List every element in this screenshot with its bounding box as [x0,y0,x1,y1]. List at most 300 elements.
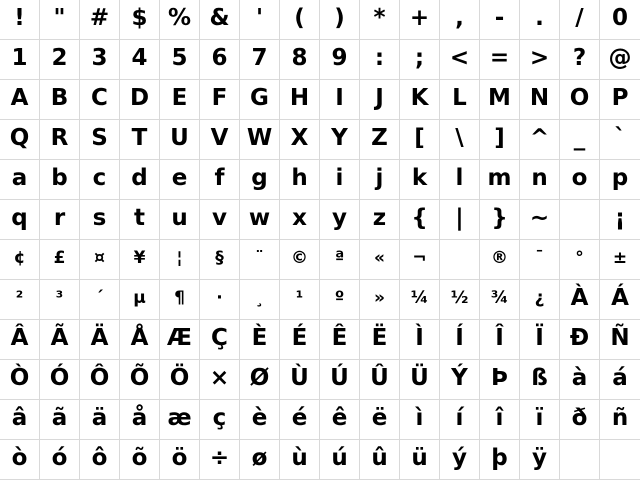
glyph-character: > [529,45,550,71]
glyph-cell[interactable] [160,0,200,40]
glyph-cell[interactable] [160,40,200,80]
glyph-character: = [489,45,510,71]
glyph-cell[interactable] [280,120,320,160]
glyph-cell[interactable] [120,320,160,360]
glyph-character: © [291,248,308,268]
glyph-character: È [251,325,268,351]
glyph-character: ü [411,445,428,471]
glyph-character: ¯ [535,248,544,268]
glyph-character: ð [571,405,588,431]
glyph-cell[interactable] [120,80,160,120]
glyph-character: Õ [129,365,150,391]
glyph-cell[interactable] [0,120,40,160]
glyph-character: ] [494,125,505,151]
glyph-cell[interactable] [240,120,280,160]
glyph-cell[interactable] [0,80,40,120]
glyph-cell[interactable] [120,40,160,80]
glyph-character: û [371,445,388,471]
glyph-cell[interactable] [160,160,200,200]
glyph-cell[interactable] [320,240,360,280]
glyph-cell[interactable] [280,320,320,360]
glyph-cell[interactable] [520,40,560,80]
glyph-cell[interactable] [40,400,80,440]
glyph-character: î [495,405,504,431]
glyph-cell[interactable] [160,400,200,440]
glyph-cell[interactable] [240,400,280,440]
glyph-cell[interactable] [520,360,560,400]
glyph-character: R [50,125,69,151]
glyph-cell[interactable] [480,80,520,120]
glyph-character: l [455,165,464,191]
glyph-character: \ [455,125,464,151]
glyph-cell[interactable] [240,240,280,280]
glyph-character: { [411,205,428,231]
glyph-character: ÷ [209,445,230,471]
glyph-character: ^ [529,125,550,151]
glyph-cell[interactable] [600,0,640,40]
glyph-character: ö [171,445,188,471]
glyph-character: T [131,125,148,151]
glyph-cell[interactable] [360,0,400,40]
glyph-character: ¡ [614,205,626,231]
glyph-cell[interactable] [560,40,600,80]
glyph-cell[interactable] [600,240,640,280]
glyph-character: Þ [491,365,508,391]
glyph-cell[interactable] [120,120,160,160]
glyph-cell[interactable] [80,320,120,360]
glyph-character: d [131,165,148,191]
glyph-cell[interactable] [0,200,40,240]
glyph-cell[interactable] [240,200,280,240]
glyph-character: ³ [55,288,64,308]
glyph-cell[interactable] [600,280,640,320]
glyph-character: í [455,405,464,431]
glyph-cell[interactable] [200,200,240,240]
glyph-cell[interactable] [160,360,200,400]
glyph-cell[interactable] [480,40,520,80]
glyph-character: ù [291,445,308,471]
glyph-cell[interactable] [520,80,560,120]
glyph-cell[interactable] [360,440,400,480]
glyph-cell[interactable] [40,360,80,400]
glyph-cell[interactable] [480,240,520,280]
glyph-cell[interactable] [520,160,560,200]
glyph-cell[interactable] [600,440,640,480]
glyph-cell[interactable] [40,40,80,80]
glyph-cell[interactable] [240,0,280,40]
glyph-cell[interactable] [40,440,80,480]
glyph-character: z [372,205,387,231]
glyph-character: P [611,85,629,111]
glyph-cell[interactable] [440,160,480,200]
glyph-character: C [91,85,108,111]
glyph-character: S [91,125,108,151]
glyph-cell[interactable] [480,440,520,480]
glyph-cell[interactable] [80,280,120,320]
glyph-cell[interactable] [320,200,360,240]
glyph-cell[interactable] [440,320,480,360]
glyph-character: G [250,85,269,111]
glyph-cell[interactable] [360,200,400,240]
glyph-cell[interactable] [240,440,280,480]
glyph-cell[interactable] [440,360,480,400]
glyph-cell[interactable] [600,120,640,160]
glyph-character: 3 [91,45,108,71]
glyph-character: Ä [90,325,109,351]
glyph-cell[interactable] [480,200,520,240]
glyph-cell[interactable] [40,320,80,360]
glyph-character: æ [167,405,192,431]
glyph-cell[interactable] [480,400,520,440]
glyph-cell[interactable] [360,240,400,280]
glyph-cell[interactable] [120,0,160,40]
glyph-character: ó [51,445,68,471]
glyph-cell[interactable] [520,440,560,480]
glyph-character: À [570,285,589,311]
glyph-character: ¹ [295,288,304,308]
glyph-cell[interactable] [600,40,640,80]
glyph-cell[interactable] [400,400,440,440]
glyph-cell[interactable] [80,360,120,400]
glyph-cell[interactable] [200,440,240,480]
glyph-cell[interactable] [120,160,160,200]
glyph-cell[interactable] [80,400,120,440]
glyph-cell[interactable] [160,200,200,240]
glyph-cell[interactable] [440,80,480,120]
glyph-cell[interactable] [320,120,360,160]
glyph-cell[interactable] [600,360,640,400]
glyph-character: ` [614,125,626,151]
glyph-character: - [494,5,505,31]
glyph-cell[interactable] [280,80,320,120]
glyph-character: % [167,5,192,31]
glyph-cell[interactable] [120,360,160,400]
glyph-character: h [291,165,308,191]
glyph-character: A [10,85,29,111]
glyph-character: ¼ [410,288,429,308]
glyph-character: ´ [95,288,104,308]
glyph-cell[interactable] [200,320,240,360]
glyph-character: x [292,205,307,231]
glyph-character: è [251,405,268,431]
glyph-character: á [612,365,628,391]
glyph-character: Ó [49,365,70,391]
glyph-cell[interactable] [400,440,440,480]
glyph-character: ; [414,45,425,71]
glyph-cell[interactable] [0,360,40,400]
glyph-character: g [251,165,268,191]
glyph-character: µ [133,288,146,308]
glyph-cell[interactable] [280,280,320,320]
glyph-character: < [449,45,470,71]
glyph-cell[interactable] [520,200,560,240]
glyph-cell[interactable] [440,0,480,40]
glyph-cell[interactable] [560,80,600,120]
glyph-cell[interactable] [400,280,440,320]
glyph-cell[interactable] [360,400,400,440]
glyph-character: ¢ [13,248,26,268]
glyph-cell[interactable] [200,360,240,400]
glyph-character: W [246,125,273,151]
glyph-character: Y [331,125,348,151]
glyph-cell[interactable] [520,240,560,280]
glyph-cell[interactable] [200,160,240,200]
glyph-character: F [211,85,228,111]
glyph-cell[interactable] [160,80,200,120]
glyph-cell[interactable] [160,240,200,280]
glyph-cell[interactable] [120,200,160,240]
glyph-cell[interactable] [80,200,120,240]
glyph-character: U [170,125,189,151]
glyph-cell[interactable] [400,160,440,200]
glyph-character: ¿ [534,288,545,308]
glyph-character: o [571,165,588,191]
glyph-cell[interactable] [80,440,120,480]
glyph-cell[interactable] [280,440,320,480]
glyph-cell[interactable] [160,280,200,320]
glyph-character: q [11,205,28,231]
glyph-character: ¶ [174,288,185,308]
glyph-character: 4 [131,45,148,71]
glyph-character: » [374,288,385,308]
glyph-cell[interactable] [440,200,480,240]
glyph-cell[interactable] [240,280,280,320]
glyph-character: ã [51,405,68,431]
glyph-cell[interactable] [240,320,280,360]
glyph-cell[interactable] [560,160,600,200]
glyph-cell[interactable] [440,40,480,80]
glyph-cell[interactable] [440,240,480,280]
glyph-character: ê [331,405,348,431]
glyph-cell[interactable] [80,40,120,80]
glyph-cell[interactable] [200,0,240,40]
glyph-cell[interactable] [560,240,600,280]
glyph-character: ' [255,5,264,31]
glyph-character: I [335,85,344,111]
glyph-cell[interactable] [160,320,200,360]
glyph-character: c [92,165,107,191]
glyph-cell[interactable] [240,160,280,200]
glyph-cell[interactable] [0,400,40,440]
glyph-character: ¦ [176,248,183,268]
glyph-character: a [11,165,28,191]
glyph-character: Ý [451,365,468,391]
glyph-cell[interactable] [40,240,80,280]
glyph-character: [ [414,125,425,151]
glyph-cell[interactable] [240,80,280,120]
glyph-cell[interactable] [240,360,280,400]
glyph-cell[interactable] [320,80,360,120]
glyph-character: _ [573,125,586,151]
glyph-cell[interactable] [40,280,80,320]
glyph-cell[interactable] [520,0,560,40]
glyph-cell[interactable] [80,120,120,160]
glyph-cell[interactable] [520,320,560,360]
glyph-cell[interactable] [560,200,600,240]
glyph-cell[interactable] [480,320,520,360]
glyph-cell[interactable] [400,120,440,160]
glyph-cell[interactable] [200,40,240,80]
glyph-character: ² [15,288,24,308]
glyph-character: Ï [535,325,544,351]
glyph-cell[interactable] [360,40,400,80]
glyph-character: Ô [89,365,110,391]
glyph-cell[interactable] [400,80,440,120]
glyph-cell[interactable] [320,360,360,400]
glyph-character: , [455,5,464,31]
glyph-cell[interactable] [600,400,640,440]
glyph-character: j [375,165,384,191]
glyph-character: ç [212,405,227,431]
glyph-cell[interactable] [200,240,240,280]
glyph-character: e [171,165,188,191]
glyph-character: ¤ [94,248,105,268]
glyph-cell[interactable] [600,160,640,200]
glyph-cell[interactable] [40,120,80,160]
glyph-cell[interactable] [320,160,360,200]
glyph-cell[interactable] [0,240,40,280]
glyph-cell[interactable] [0,0,40,40]
glyph-character [456,250,463,267]
glyph-character: ì [415,405,424,431]
glyph-cell[interactable] [520,120,560,160]
glyph-cell[interactable] [0,40,40,80]
glyph-cell[interactable] [480,0,520,40]
glyph-cell[interactable] [200,400,240,440]
glyph-character: Ñ [610,325,630,351]
glyph-cell[interactable] [40,200,80,240]
glyph-cell[interactable] [0,280,40,320]
glyph-cell[interactable] [480,360,520,400]
glyph-cell[interactable] [0,160,40,200]
glyph-cell[interactable] [80,160,120,200]
glyph-cell[interactable] [280,200,320,240]
glyph-cell[interactable] [200,120,240,160]
glyph-cell[interactable] [560,120,600,160]
glyph-cell[interactable] [560,280,600,320]
glyph-cell[interactable] [160,120,200,160]
glyph-cell[interactable] [400,320,440,360]
glyph-cell[interactable] [440,400,480,440]
glyph-cell[interactable] [200,80,240,120]
glyph-cell[interactable] [0,440,40,480]
glyph-character: Ë [371,325,388,351]
glyph-character: Ü [410,365,429,391]
glyph-cell[interactable] [560,0,600,40]
glyph-character: É [291,325,308,351]
glyph-cell[interactable] [320,0,360,40]
glyph-character: · [216,288,223,308]
glyph-cell[interactable] [40,80,80,120]
glyph-cell[interactable] [480,280,520,320]
glyph-character: ( [294,5,305,31]
glyph-cell[interactable] [600,200,640,240]
glyph-cell[interactable] [200,280,240,320]
glyph-cell[interactable] [480,160,520,200]
glyph-cell[interactable] [120,240,160,280]
glyph-character: . [535,5,544,31]
glyph-cell[interactable] [280,360,320,400]
glyph-cell[interactable] [240,40,280,80]
glyph-character: ø [251,445,268,471]
glyph-cell[interactable] [440,280,480,320]
glyph-cell[interactable] [400,240,440,280]
glyph-character: Ê [331,325,348,351]
glyph-cell[interactable] [480,120,520,160]
glyph-character: â [11,405,28,431]
glyph-cell[interactable] [80,80,120,120]
glyph-cell[interactable] [320,400,360,440]
glyph-character: ~ [529,205,550,231]
glyph-cell[interactable] [600,320,640,360]
glyph-cell[interactable] [160,440,200,480]
glyph-cell[interactable] [80,240,120,280]
glyph-cell[interactable] [120,280,160,320]
glyph-cell[interactable] [560,400,600,440]
glyph-character: ý [452,445,467,471]
glyph-cell[interactable] [400,200,440,240]
glyph-cell[interactable] [120,440,160,480]
glyph-cell[interactable] [360,280,400,320]
glyph-cell[interactable] [400,360,440,400]
glyph-cell[interactable] [280,400,320,440]
glyph-cell[interactable] [280,160,320,200]
glyph-cell[interactable] [440,440,480,480]
glyph-character: ¬ [412,248,427,268]
glyph-character: k [411,165,428,191]
glyph-cell[interactable] [520,400,560,440]
glyph-cell[interactable] [520,280,560,320]
glyph-cell[interactable] [40,160,80,200]
glyph-cell[interactable] [400,0,440,40]
glyph-cell[interactable] [40,0,80,40]
glyph-cell[interactable] [320,40,360,80]
glyph-cell[interactable] [320,320,360,360]
glyph-cell[interactable] [560,320,600,360]
glyph-cell[interactable] [320,440,360,480]
glyph-character: Ö [169,365,190,391]
glyph-cell[interactable] [280,40,320,80]
glyph-character: ò [11,445,28,471]
glyph-cell[interactable] [360,360,400,400]
glyph-character: ½ [450,288,469,308]
glyph-cell[interactable] [360,80,400,120]
glyph-cell[interactable] [560,440,600,480]
glyph-character: þ [491,445,508,471]
glyph-cell[interactable] [280,240,320,280]
glyph-cell[interactable] [360,120,400,160]
glyph-cell[interactable] [320,280,360,320]
glyph-cell[interactable] [560,360,600,400]
glyph-character: | [455,205,464,231]
glyph-character: ? [572,45,587,71]
glyph-character: f [214,165,225,191]
glyph-cell[interactable] [400,40,440,80]
glyph-cell[interactable] [280,0,320,40]
glyph-character: Z [371,125,388,151]
glyph-character: ) [334,5,345,31]
glyph-character: Ù [290,365,309,391]
glyph-cell[interactable] [360,160,400,200]
glyph-cell[interactable] [600,80,640,120]
glyph-cell[interactable] [80,0,120,40]
glyph-cell[interactable] [360,320,400,360]
glyph-cell[interactable] [120,400,160,440]
glyph-cell[interactable] [0,320,40,360]
glyph-character: p [611,165,629,191]
glyph-cell[interactable] [440,120,480,160]
glyph-character: y [332,205,347,231]
